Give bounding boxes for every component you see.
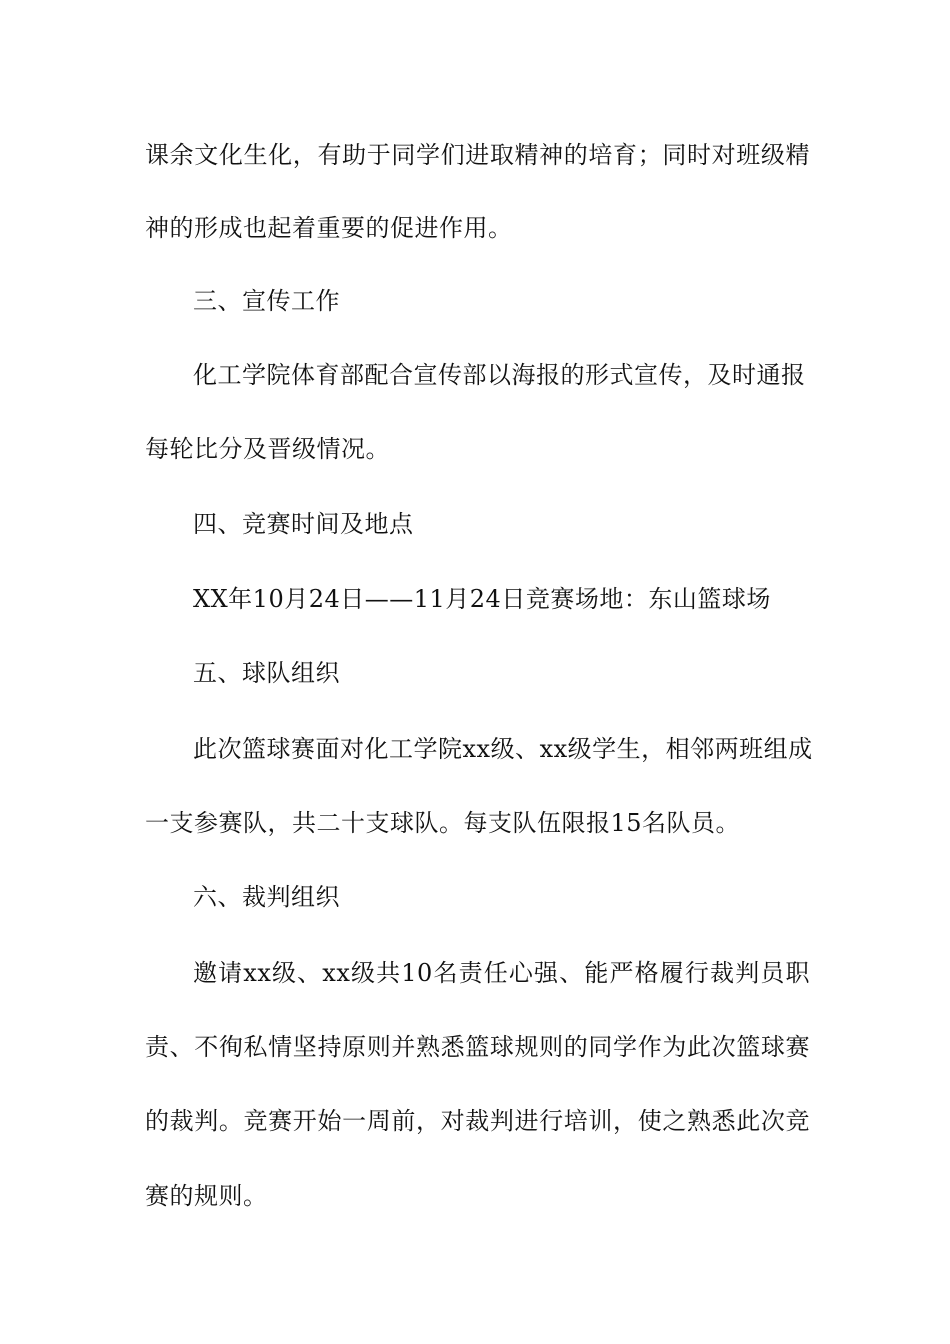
paragraph-line: 此次篮球赛面对化工学院xx级、xx级学生，相邻两班组成 [193, 735, 813, 763]
paragraph-line: 课余文化生化，有助于同学们进取精神的培育；同时对班级精 [145, 141, 810, 169]
section-heading: 五、球队组织 [193, 659, 340, 687]
section-heading: 六、裁判组织 [193, 883, 340, 911]
paragraph-line: XX年10月24日——11月24日竞赛场地：东山篮球场 [193, 585, 771, 613]
paragraph-line: 邀请xx级、xx级共10名责任心强、能严格履行裁判员职 [193, 959, 810, 987]
paragraph-line: 每轮比分及晋级情况。 [145, 435, 390, 463]
paragraph-line: 赛的规则。 [145, 1182, 268, 1210]
section-heading: 三、宣传工作 [193, 287, 340, 315]
paragraph-line: 责、不徇私情坚持原则并熟悉篮球规则的同学作为此次篮球赛 [145, 1033, 810, 1061]
section-heading: 四、竞赛时间及地点 [193, 510, 414, 538]
paragraph-line: 一支参赛队，共二十支球队。每支队伍限报15名队员。 [145, 809, 741, 837]
paragraph-line: 的裁判。竞赛开始一周前，对裁判进行培训，使之熟悉此次竞 [145, 1107, 810, 1135]
paragraph-line: 神的形成也起着重要的促进作用。 [145, 214, 513, 242]
paragraph-line: 化工学院体育部配合宣传部以海报的形式宣传，及时通报 [193, 361, 806, 389]
